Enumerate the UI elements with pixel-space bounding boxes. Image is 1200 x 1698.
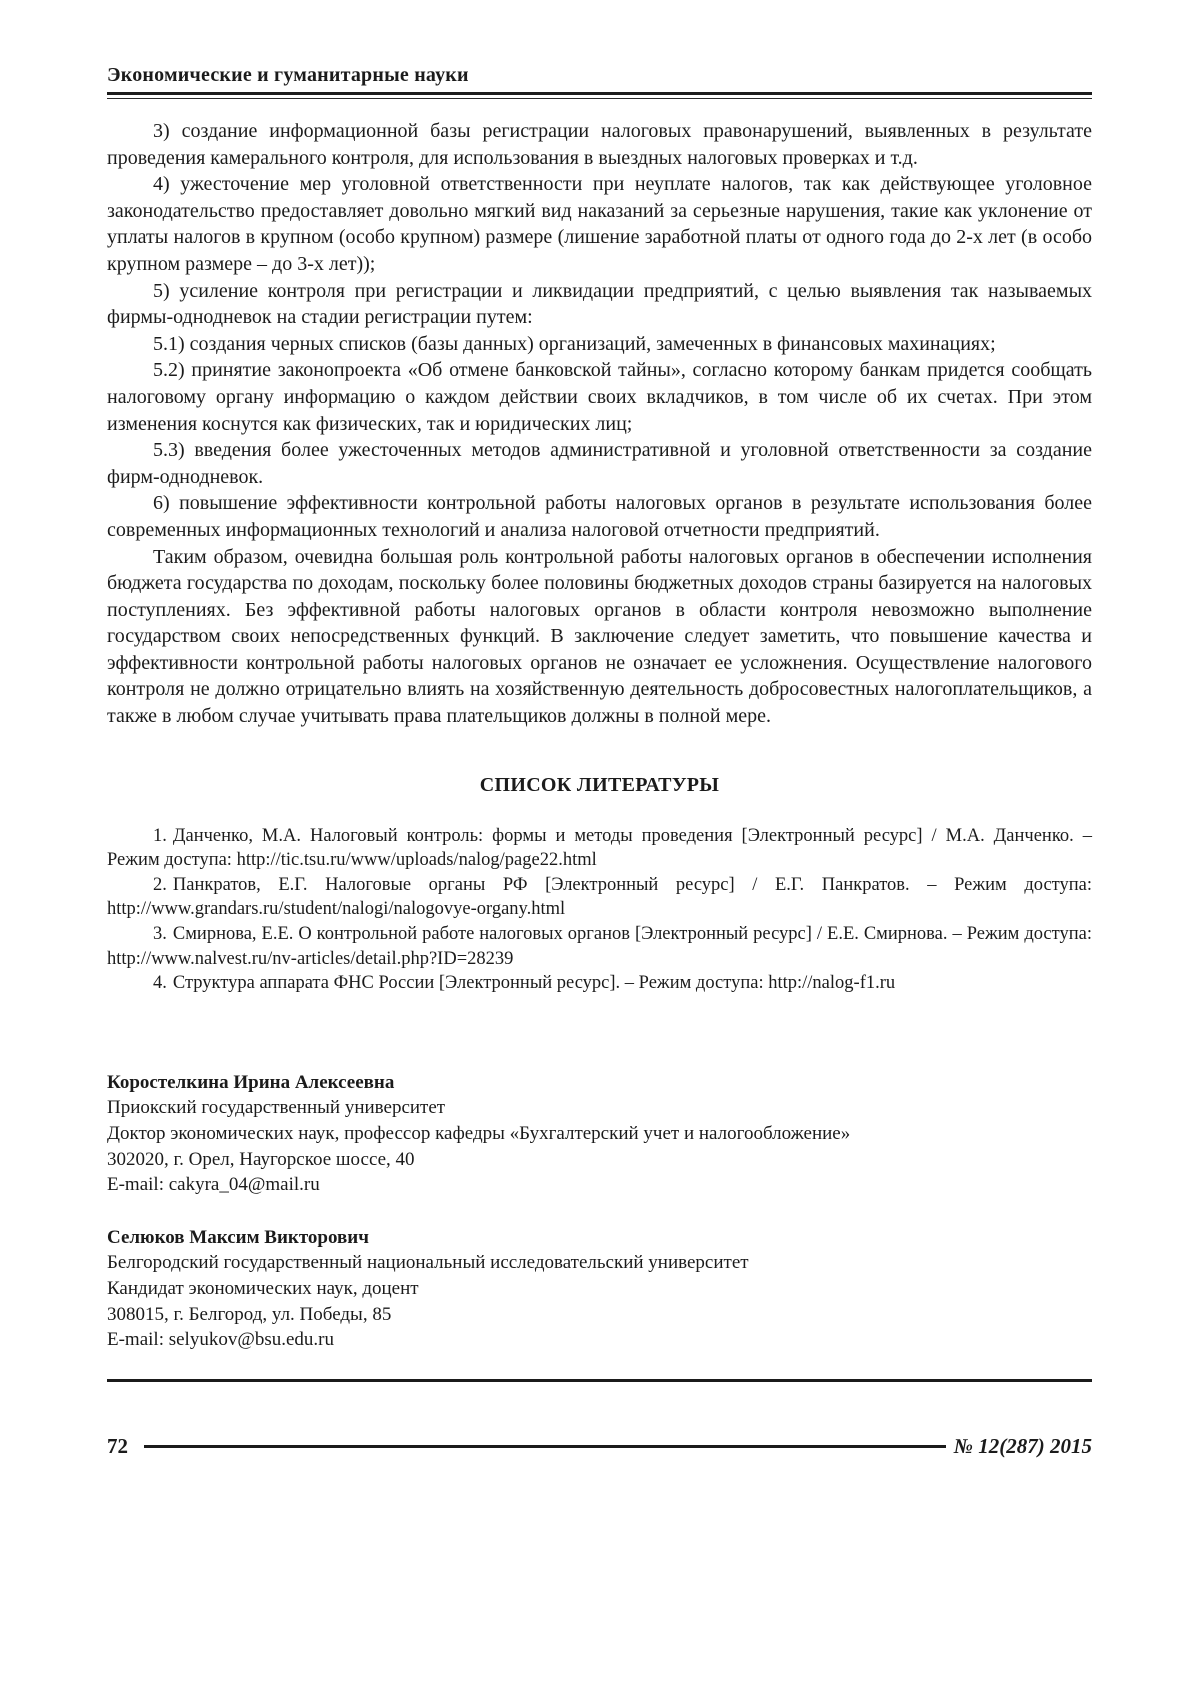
bottom-separator	[107, 1379, 1092, 1382]
author-name: Коростелкина Ирина Алексеевна	[107, 1071, 395, 1093]
body-paragraph: 6) повышение эффективности контрольной работы налоговых органов в результате использования более современных информационных технологий и анализа налоговой отчетности предприятий.	[107, 492, 1092, 541]
author-address: 302020, г. Орел, Наугорское шоссе, 40	[107, 1148, 415, 1170]
body-paragraph: 5.3) введения более ужесточенных методов административной и уголовной ответственности за создание фирм-однодневок.	[107, 439, 1092, 488]
body-paragraph: 5.1) создания черных списков (базы данных) организаций, замеченных в финансовых махинациях;	[153, 332, 996, 355]
body-paragraph: 5) усиление контроля при регистрации и ликвидации предприятий, с целью выявления так называемых фирмы-однодневок на стадии регистрации путем:	[107, 279, 1092, 329]
article-body	[107, 118, 1092, 730]
page-number: 72	[107, 1433, 128, 1458]
reference-number: 2.	[153, 874, 167, 895]
issue-label: № 12(287) 2015	[953, 1433, 1092, 1458]
reference-item	[107, 873, 1092, 922]
author-affiliation: Белгородский государственный национальный исследовательский университет	[107, 1252, 749, 1274]
page-footer	[107, 1434, 1092, 1459]
reference-number: 3.	[153, 924, 167, 945]
journal-title: Экономические и гуманитарные науки	[107, 64, 469, 86]
author-email: E-mail: cakyra_04@mail.ru	[107, 1174, 320, 1196]
author-name: Селюков Максим Викторович	[107, 1226, 369, 1248]
running-head	[107, 64, 1092, 99]
body-paragraph: 5.2) принятие законопроекта «Об отмене банковской тайны», согласно которому банкам придется сообщать налоговому органу информацию о каждом действии своих вкладчиков, в том числе об их счетах. При этом изменения коснутся как физических, так и юридических лиц;	[107, 359, 1092, 435]
author-block	[107, 1070, 1092, 1198]
author-position: Кандидат экономических наук, доцент	[107, 1277, 419, 1299]
authors-section	[107, 1070, 1092, 1353]
references-list	[107, 824, 1092, 996]
author-position: Доктор экономических наук, профессор кафедры «Бухгалтерский учет и налогообложение»	[107, 1123, 851, 1144]
body-paragraph: Таким образом, очевидна большая роль контрольной работы налоговых органов в обеспечении исполнения бюджета государства по доходам, поскольку более половины бюджетных доходов страны базируется на налоговых поступлениях. Без эффективной работы налоговых органов в области контроля невозможно выполнение государством своих непосредственных функций. В заключение следует заметить, что повышение качества и эффективности контрольной работы налоговых органов не означает ее усложнения. Осуществление налогового контроля не должно отрицательно влиять на хозяйственную деятельность добросовестных налогоплательщиков, а также в любом случае учитывать права плательщиков должны в полной мере.	[107, 545, 1092, 728]
header-rule-thin	[107, 98, 1092, 99]
body-paragraph: 3) создание информационной базы регистрации налоговых правонарушений, выявленных в результате проведения камерального контроля, для использования в выездных налоговых проверках и т.д.	[107, 120, 1092, 169]
reference-item	[107, 824, 1092, 873]
reference-text: Структура аппарата ФНС России [Электронный ресурс]. – Режим доступа: http://nalog-f1.ru	[172, 973, 896, 994]
reference-text: Панкратов, Е.Г. Налоговые органы РФ [Электронный ресурс] / Е.Г. Панкратов. – Режим доступа: http://www.grandars.ru/student/nalogi/nalogovye-organy.html	[107, 874, 1092, 920]
author-affiliation: Приокский государственный университет	[107, 1097, 446, 1119]
body-paragraph: 4) ужесточение мер уголовной ответственности при неуплате налогов, так как действующее уголовное законодательство предоставляет довольно мягкий вид наказаний за серьезные нарушения, такие как уклонение от уплаты налогов в крупном (особо крупном) размере (лишение заработной платы от одного года до 2-х лет (в особо крупном размере – до 3-х лет));	[107, 173, 1092, 275]
footer-rule	[144, 1445, 946, 1448]
reference-text: Данченко, М.А. Налоговый контроль: формы и методы проведения [Электронный ресурс] / М.А. Данченко. – Режим доступа: http://tic.tsu.ru/www/uploads/nalog/page22.html	[107, 825, 1092, 871]
reference-text: Смирнова, Е.Е. О контрольной работе налоговых органов [Электронный ресурс] / Е.Е. Смирнова. – Режим доступа: http://www.nalvest.ru/nv-articles/detail.php?ID=28239	[107, 924, 1092, 969]
header-rule-thick	[107, 92, 1092, 95]
author-block	[107, 1225, 1092, 1353]
author-address: 308015, г. Белгород, ул. Победы, 85	[107, 1303, 392, 1325]
references-heading: СПИСОК ЛИТЕРАТУРЫ	[479, 773, 720, 796]
reference-item	[107, 922, 1092, 971]
reference-item	[107, 971, 1092, 996]
author-email: E-mail: selyukov@bsu.edu.ru	[107, 1329, 334, 1351]
reference-number: 4.	[153, 973, 167, 994]
reference-number: 1.	[153, 825, 167, 846]
